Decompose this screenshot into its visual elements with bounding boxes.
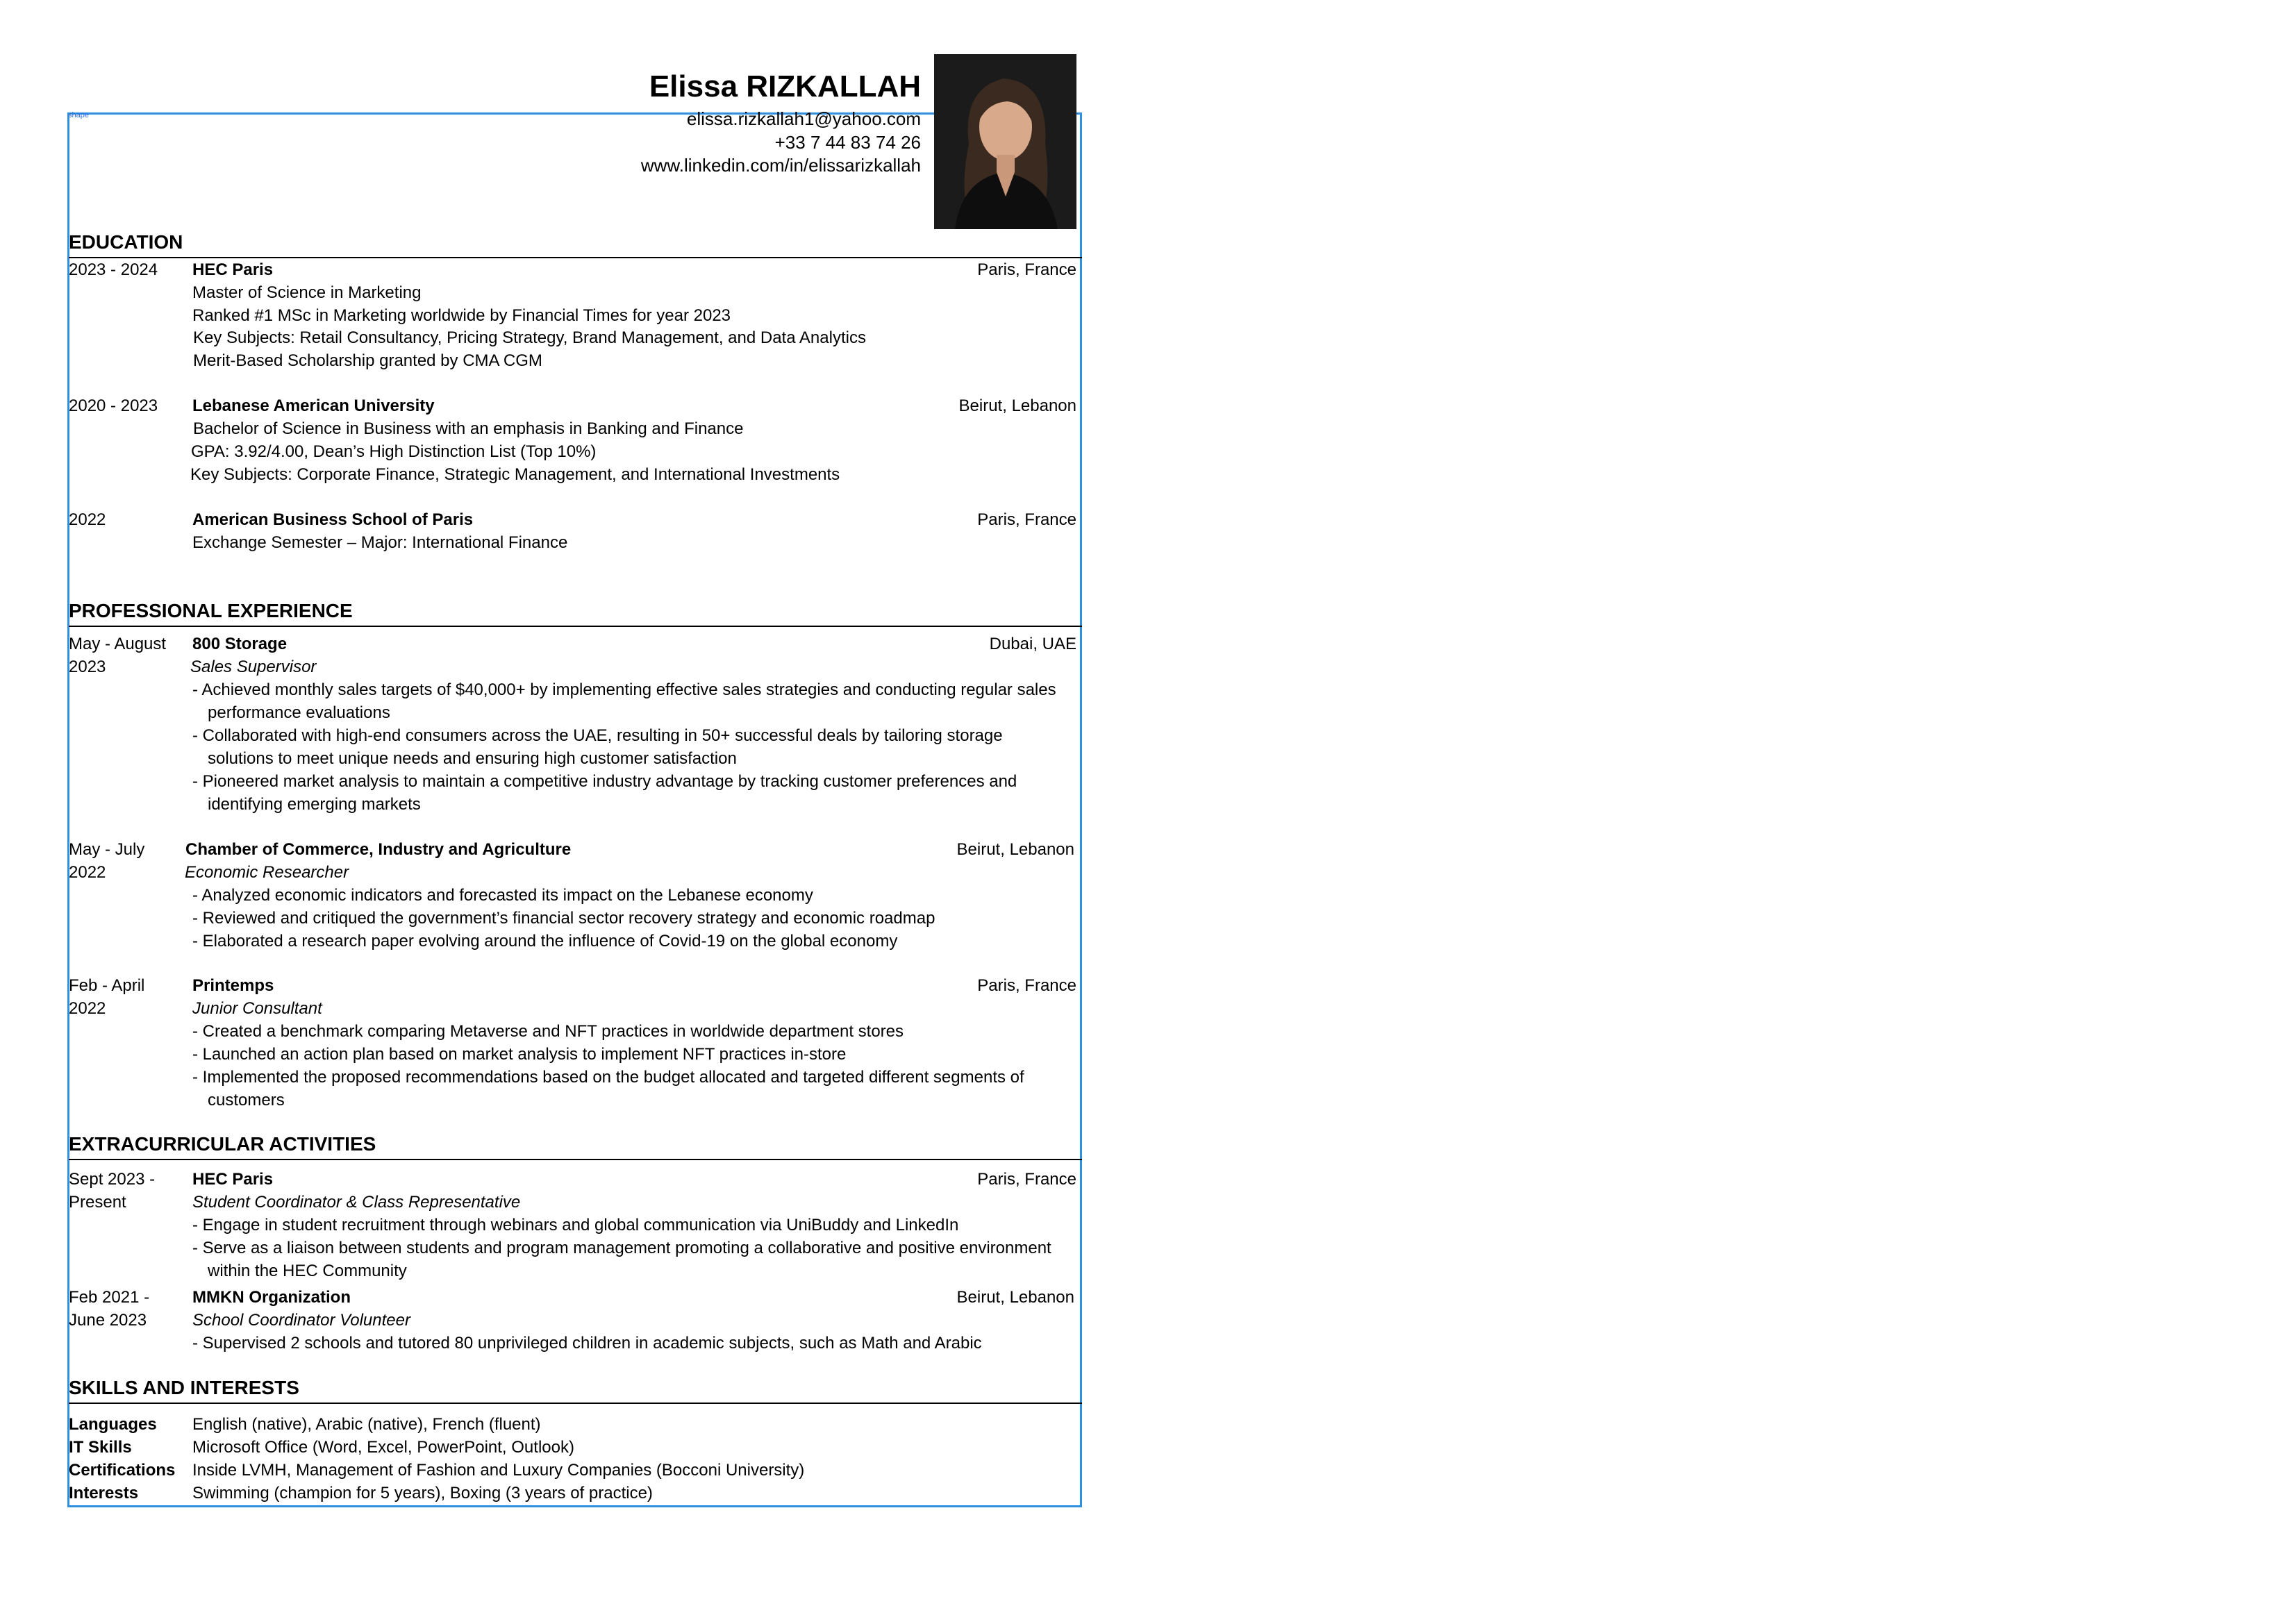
skill-label: IT Skills (69, 1438, 132, 1457)
exp-bullet: - Reviewed and critiqued the government’s financial sector recovery strategy and economic roadmap (192, 909, 935, 928)
exp-date: 2023 (69, 658, 106, 676)
phone-text: +33 7 44 83 74 26 (774, 132, 921, 153)
exp-location: Dubai, UAE (989, 635, 1076, 653)
section-title-experience: PROFESSIONAL EXPERIENCE (69, 600, 353, 621)
extra-role: Student Coordinator & Class Representative (192, 1193, 521, 1212)
edu-location: Paris, France (977, 510, 1076, 529)
edu-school: American Business School of Paris (192, 510, 474, 529)
edu-line: Bachelor of Science in Business with an emphasis in Banking and Finance (193, 419, 744, 438)
exp-date: Feb - April (69, 976, 145, 995)
exp-bullet: - Created a benchmark comparing Metaverse and NFT practices in worldwide department stores (192, 1022, 904, 1041)
skill-value: Inside LVMH, Management of Fashion and Luxury Companies (Bocconi University) (192, 1461, 805, 1480)
extra-bullet: - Serve as a liaison between students and program management promoting a collaborative and positive environment (192, 1239, 1051, 1257)
exp-role: Junior Consultant (192, 999, 322, 1018)
edu-date: 2022 (69, 510, 106, 529)
extra-location: Paris, France (977, 1170, 1076, 1189)
skill-value: Swimming (champion for 5 years), Boxing (3 years of practice) (192, 1484, 653, 1502)
extra-location: Beirut, Lebanon (956, 1288, 1074, 1307)
section-rule (69, 626, 1082, 627)
frame-tag: shape (68, 111, 89, 119)
edu-line: Key Subjects: Retail Consultancy, Pricing Strategy, Brand Management, and Data Analytics (193, 328, 866, 347)
exp-bullet: - Pioneered market analysis to maintain a competitive industry advantage by tracking customer preferences and (192, 772, 1017, 791)
exp-bullet-cont: customers (208, 1091, 285, 1110)
exp-role: Economic Researcher (185, 863, 349, 882)
linkedin-text: www.linkedin.com/in/elissarizkallah (640, 155, 921, 176)
exp-company: Chamber of Commerce, Industry and Agriculture (185, 840, 572, 859)
exp-bullet: - Implemented the proposed recommendations based on the budget allocated and targeted different segments of (192, 1068, 1024, 1087)
edu-line: Merit-Based Scholarship granted by CMA CGM (193, 351, 542, 370)
skill-label: Languages (69, 1415, 157, 1434)
extra-org: HEC Paris (192, 1170, 274, 1189)
exp-company: Printemps (192, 976, 274, 995)
extra-date: June 2023 (69, 1311, 147, 1330)
extra-bullet: - Supervised 2 schools and tutored 80 unprivileged children in academic subjects, such as Math and Arabic (192, 1334, 982, 1353)
skill-value: Microsoft Office (Word, Excel, PowerPoint, Outlook) (192, 1438, 574, 1457)
extra-date: Sept 2023 - (69, 1170, 156, 1189)
skill-label: Certifications (69, 1461, 176, 1480)
edu-location: Paris, France (977, 260, 1076, 279)
exp-bullet: - Achieved monthly sales targets of $40,000+ by implementing effective sales strategies and conducting regular sales (192, 680, 1056, 699)
edu-line: GPA: 3.92/4.00, Dean’s High Distinction List (Top 10%) (191, 442, 597, 461)
exp-bullet: - Collaborated with high-end consumers across the UAE, resulting in 50+ successful deals by tailoring storage (192, 726, 1003, 745)
edu-line: Exchange Semester – Major: International Finance (192, 533, 568, 552)
edu-school: Lebanese American University (192, 396, 435, 415)
exp-bullet-cont: solutions to meet unique needs and ensuring high customer satisfaction (208, 749, 737, 768)
exp-bullet-cont: identifying emerging markets (208, 795, 421, 814)
exp-location: Beirut, Lebanon (956, 840, 1074, 859)
skill-value: English (native), Arabic (native), French (fluent) (192, 1415, 541, 1434)
exp-date: 2022 (69, 863, 106, 882)
edu-line: Master of Science in Marketing (192, 283, 422, 302)
exp-date: 2022 (69, 999, 106, 1018)
exp-bullet: - Launched an action plan based on market analysis to implement NFT practices in-store (192, 1045, 847, 1064)
exp-bullet: - Analyzed economic indicators and forecasted its impact on the Lebanese economy (192, 886, 813, 905)
section-title-extracurricular: EXTRACURRICULAR ACTIVITIES (69, 1133, 376, 1155)
person-name: Elissa RIZKALLAH (649, 69, 921, 103)
edu-date: 2023 - 2024 (69, 260, 158, 279)
extra-date: Present (69, 1193, 126, 1212)
email-text: elissa.rizkallah1@yahoo.com (686, 108, 921, 129)
portrait-image (934, 54, 1076, 229)
edu-line: Key Subjects: Corporate Finance, Strategic Management, and International Investments (190, 465, 840, 484)
profile-photo (934, 54, 1076, 229)
section-title-skills: SKILLS AND INTERESTS (69, 1377, 299, 1398)
edu-line: Ranked #1 MSc in Marketing worldwide by Financial Times for year 2023 (192, 306, 731, 325)
section-rule (69, 1159, 1082, 1160)
exp-bullet: - Elaborated a research paper evolving around the influence of Covid-19 on the global economy (192, 932, 898, 951)
exp-date: May - August (69, 635, 167, 653)
extra-role: School Coordinator Volunteer (192, 1311, 410, 1330)
section-title-education: EDUCATION (69, 231, 183, 253)
exp-location: Paris, France (977, 976, 1076, 995)
section-rule (69, 1403, 1082, 1404)
exp-bullet-cont: performance evaluations (208, 703, 390, 722)
extra-bullet-cont: within the HEC Community (208, 1262, 407, 1280)
exp-role: Sales Supervisor (190, 658, 317, 676)
extra-bullet: - Engage in student recruitment through webinars and global communication via UniBuddy and LinkedIn (192, 1216, 959, 1234)
extra-date: Feb 2021 - (69, 1288, 150, 1307)
exp-company: 800 Storage (192, 635, 288, 653)
exp-date: May - July (69, 840, 145, 859)
edu-location: Beirut, Lebanon (958, 396, 1076, 415)
edu-date: 2020 - 2023 (69, 396, 158, 415)
extra-org: MMKN Organization (192, 1288, 351, 1307)
skill-label: Interests (69, 1484, 139, 1502)
section-rule (69, 257, 1082, 258)
edu-school: HEC Paris (192, 260, 274, 279)
